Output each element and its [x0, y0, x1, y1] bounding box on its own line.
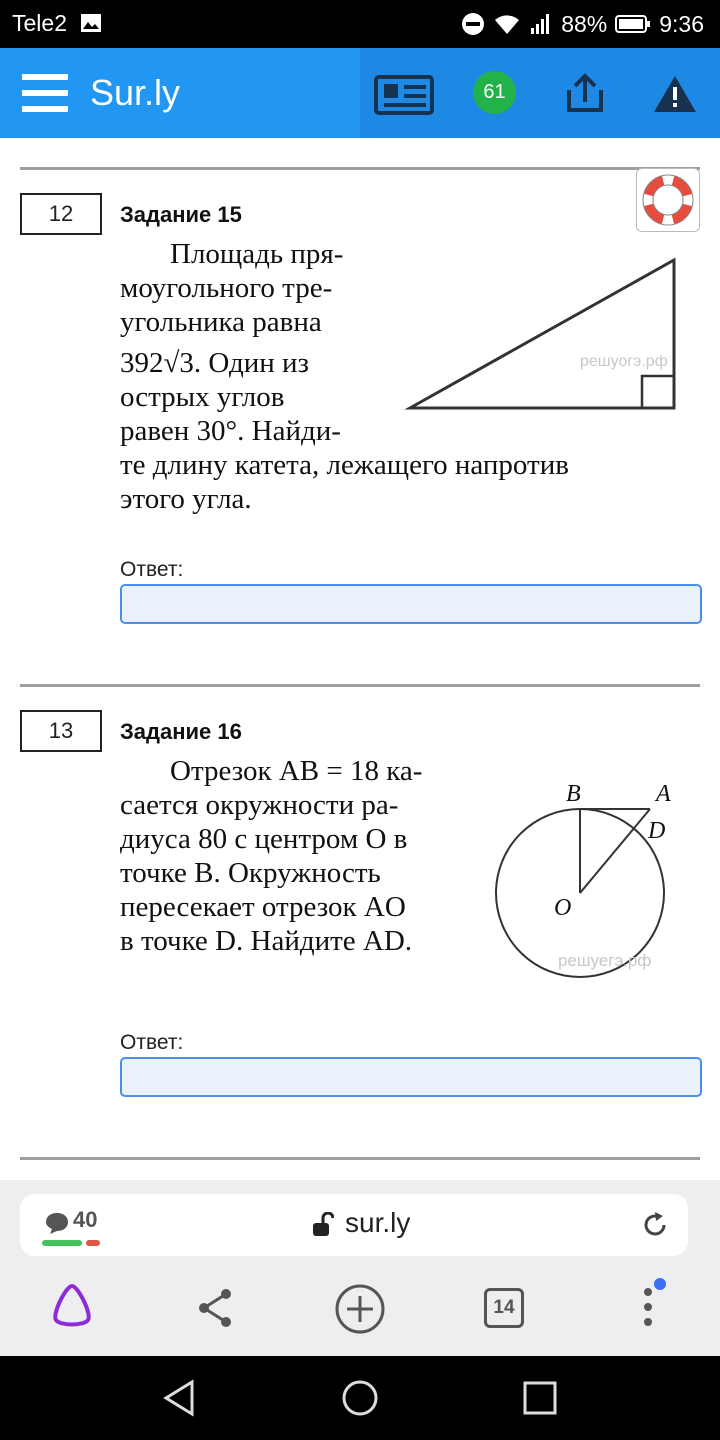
label-o: O	[554, 895, 572, 921]
comment-icon[interactable]	[44, 1211, 70, 1235]
lifebuoy-icon	[637, 169, 699, 231]
text-line: моугольного тре-	[120, 272, 333, 304]
home-icon[interactable]	[340, 1378, 380, 1418]
answer-label: Ответ:	[120, 1031, 184, 1054]
answer-label: Ответ:	[120, 558, 184, 581]
recent-apps-icon[interactable]	[520, 1378, 560, 1418]
carrier-name: Tele2	[12, 10, 67, 36]
update-dot-icon	[654, 1278, 666, 1290]
more-menu-icon[interactable]	[636, 1278, 672, 1330]
news-icon[interactable]	[374, 75, 434, 115]
circle-tangent-figure	[480, 770, 690, 985]
divider	[20, 167, 700, 170]
battery-icon	[615, 14, 651, 34]
rating-bar-positive	[42, 1240, 82, 1246]
text-line: 392√3. Один из	[120, 347, 309, 379]
text-line: этого угла.	[120, 483, 252, 515]
text-line: Отрезок AB = 18 ка-	[170, 755, 423, 787]
task-number: 13	[20, 710, 102, 752]
text-line: точке B. Окружность	[120, 857, 381, 889]
browser-toolbar	[0, 1180, 720, 1356]
text-line: равен 30°. Найди-	[120, 415, 341, 447]
text-line: те длину катета, лежащего напротив	[120, 449, 569, 481]
label-d: D	[648, 818, 666, 844]
text-line: сается окружности ра-	[120, 789, 399, 821]
text-line: острых углов	[120, 381, 285, 413]
text-line: пересекает отрезок AO	[120, 891, 406, 923]
figure-watermark: решуегэ.рф	[558, 951, 652, 970]
signal-icon	[529, 12, 553, 36]
text-line: диуса 80 с центром O в	[120, 823, 408, 855]
tabs-count-button[interactable]: 14	[484, 1288, 524, 1328]
comment-count: 40	[73, 1207, 98, 1232]
rating-bar-negative	[86, 1240, 100, 1246]
battery-percent: 88%	[561, 10, 608, 37]
system-navigation-bar	[0, 1356, 720, 1440]
task-title: Задание 15	[120, 202, 242, 227]
text-line: угольника равна	[120, 306, 322, 338]
figure-watermark: решуогэ.рф	[580, 353, 668, 370]
back-icon[interactable]	[160, 1378, 200, 1418]
unlock-icon	[312, 1212, 334, 1238]
wifi-icon	[493, 12, 521, 36]
url-text[interactable]: sur.ly	[345, 1207, 411, 1238]
divider	[20, 684, 700, 687]
do-not-disturb-icon	[461, 12, 485, 36]
clock: 9:36	[659, 10, 704, 37]
label-b: B	[566, 781, 581, 807]
new-tab-plus-icon[interactable]	[334, 1283, 386, 1335]
answer-input[interactable]	[120, 1057, 702, 1097]
task-number: 12	[20, 193, 102, 235]
divider	[20, 1157, 700, 1160]
status-bar	[0, 0, 720, 48]
label-a: A	[656, 781, 671, 807]
menu-icon[interactable]	[22, 74, 68, 112]
text-line: Площадь пря-	[170, 238, 344, 270]
share-upload-icon[interactable]	[565, 72, 605, 112]
reload-icon[interactable]	[640, 1210, 670, 1240]
notification-badge[interactable]: 61	[473, 71, 516, 114]
share-icon[interactable]	[196, 1288, 234, 1328]
app-header	[0, 48, 720, 138]
answer-input[interactable]	[120, 584, 702, 624]
help-lifebuoy-button[interactable]	[636, 168, 700, 232]
alice-assistant-icon[interactable]	[48, 1280, 96, 1328]
warning-icon[interactable]	[652, 74, 698, 114]
task-title: Задание 16	[120, 719, 242, 744]
text-line: в точке D. Найдите AD.	[120, 925, 413, 957]
app-title: Sur.ly	[90, 72, 181, 113]
right-triangle-figure	[400, 250, 690, 420]
address-bar[interactable]	[20, 1194, 688, 1256]
image-notification-icon	[80, 13, 102, 33]
